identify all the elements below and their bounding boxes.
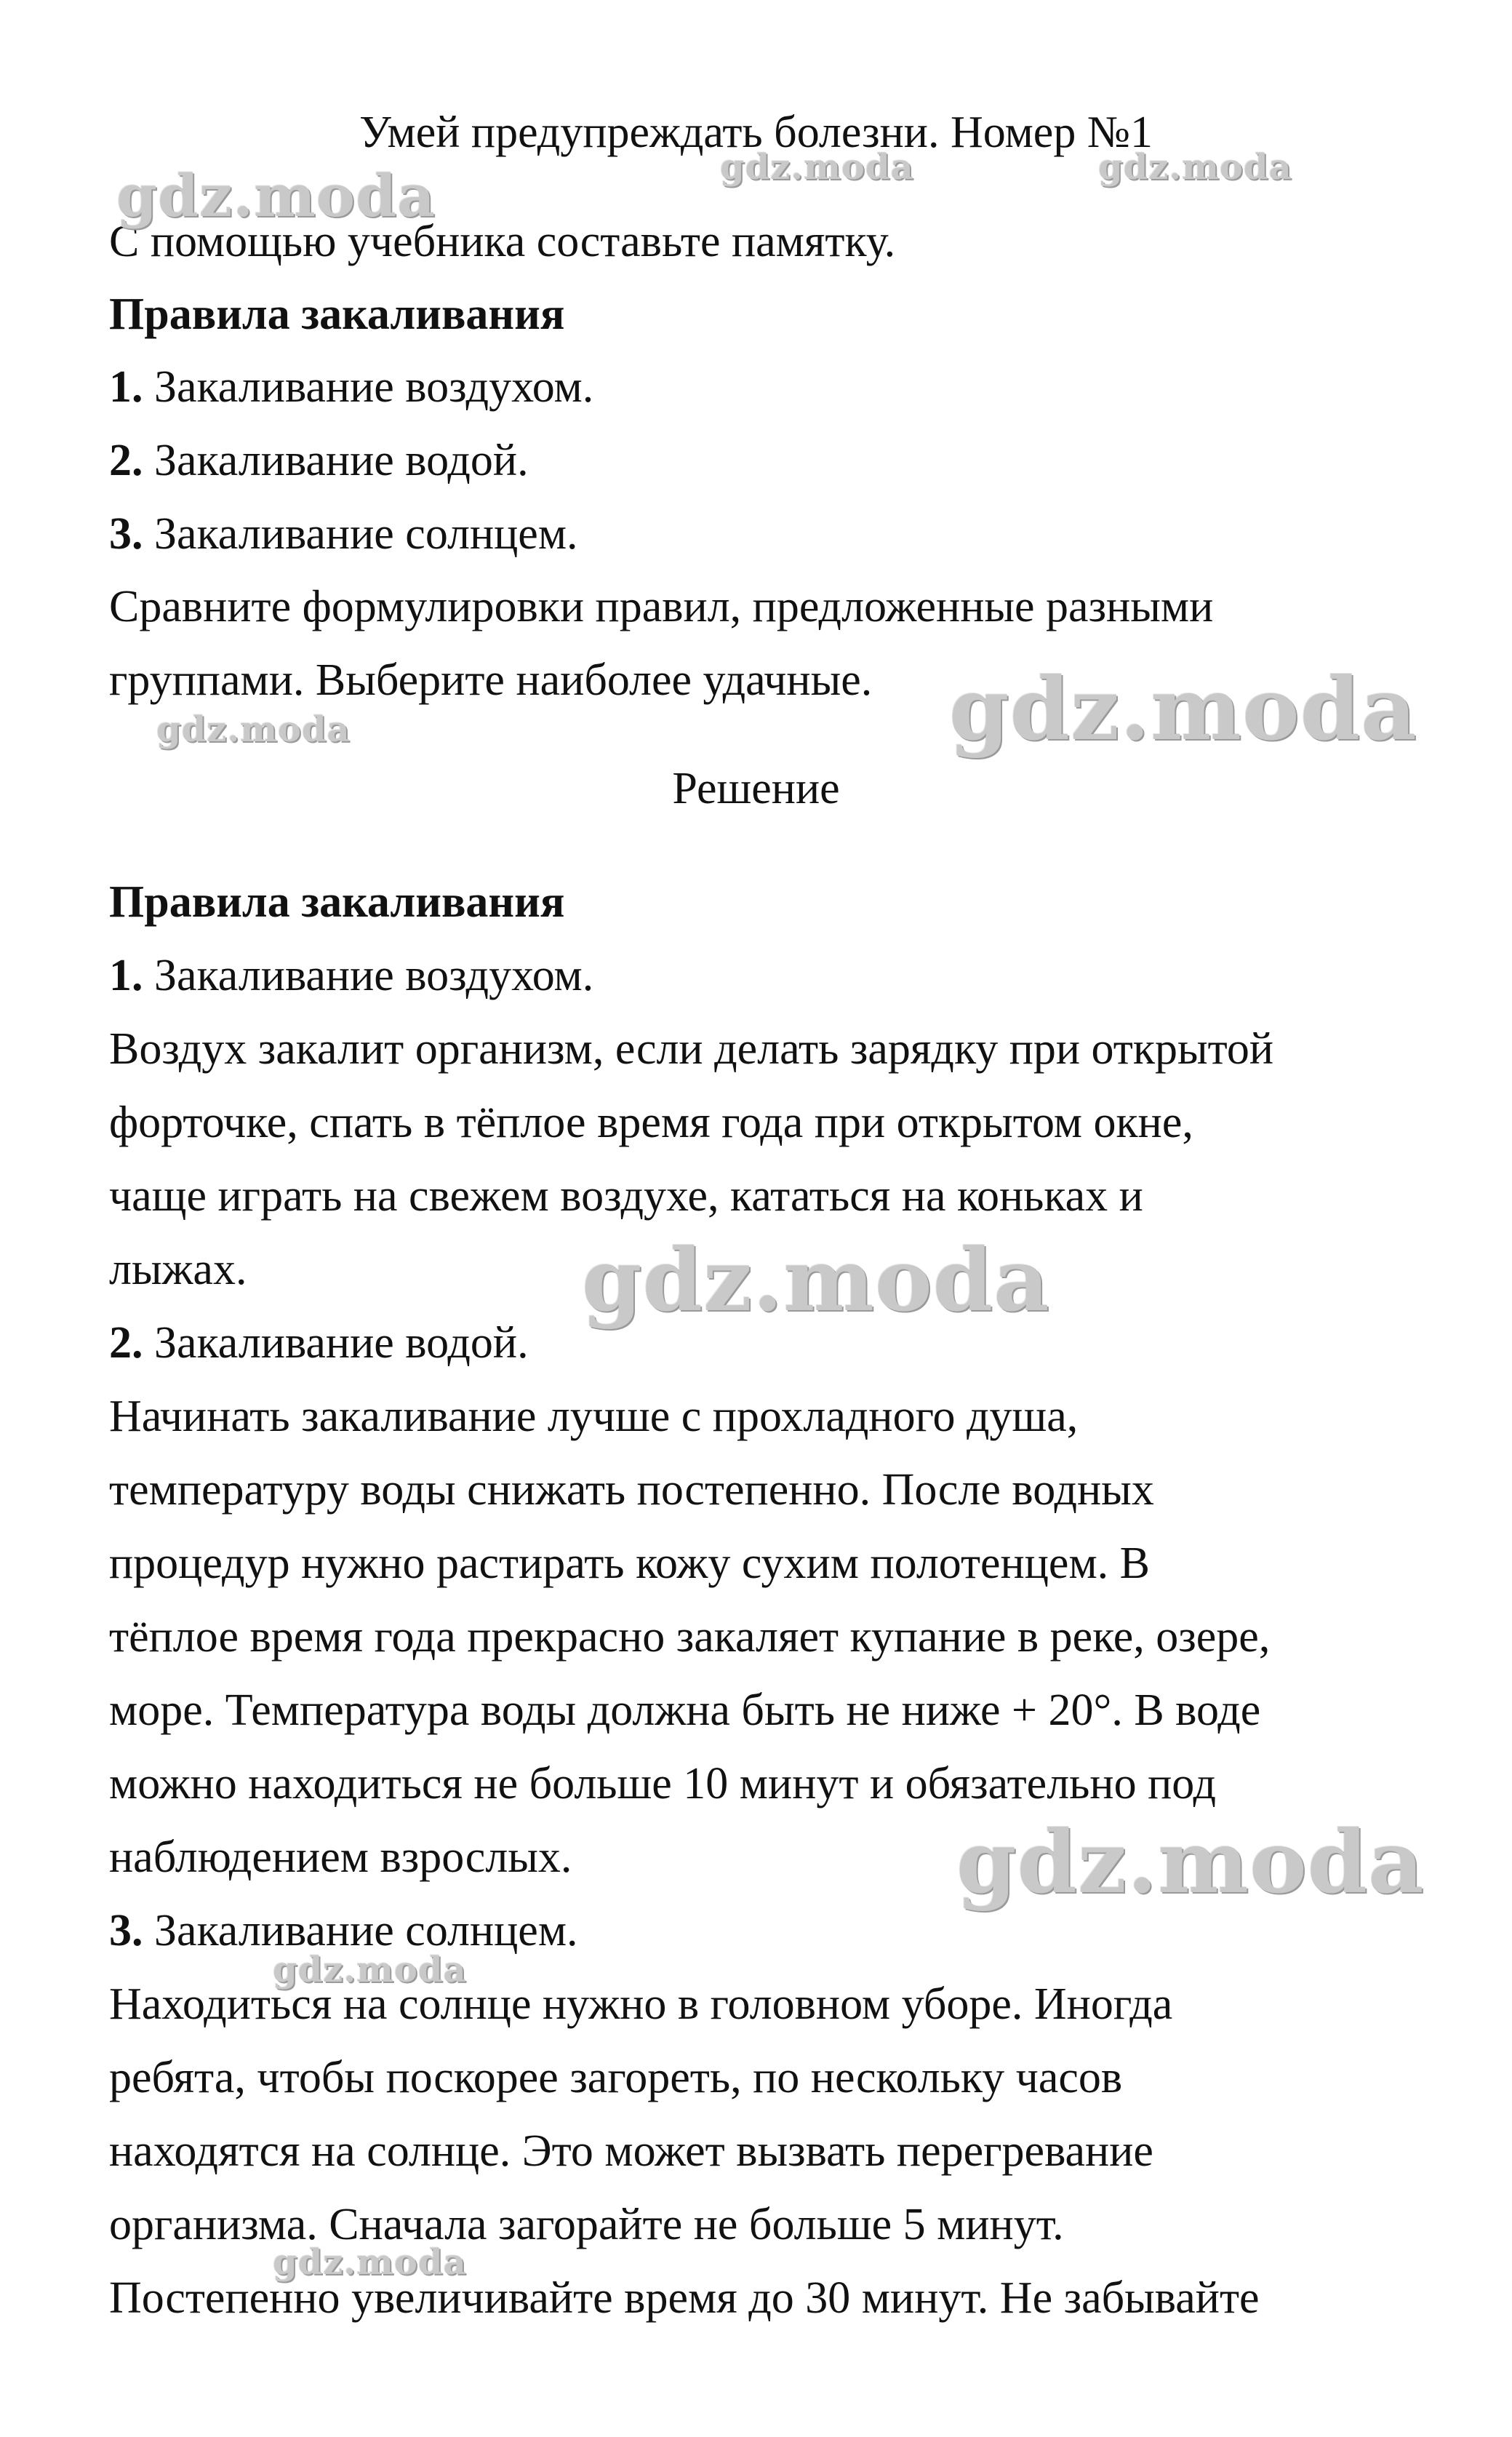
task-item-text: Закаливание водой.: [143, 436, 529, 485]
paragraph-line: процедур нужно растирать кожу сухим полотенцем. В: [109, 1539, 1151, 1588]
watermark-logo: gdz.moda: [273, 1950, 467, 1990]
paragraph-line: форточке, спать в тёплое время года при открытом окне,: [109, 1098, 1193, 1147]
paragraph-line: можно находиться не больше 10 минут и обязательно под: [109, 1759, 1217, 1808]
task-item: [109, 434, 529, 487]
paragraph-line: температуру воды снижать постепенно. После водных: [109, 1465, 1154, 1515]
paragraph-line: море. Температура воды должна быть не ниже + 20°. В воде: [109, 1686, 1261, 1735]
task-item-number: 1.: [109, 362, 143, 412]
page-title: Умей предупреждать болезни. Номер №1: [359, 108, 1153, 157]
watermark-logo: gdz.moda: [1098, 147, 1292, 188]
watermark-logo: gdz.moda: [156, 709, 351, 750]
section-number: 2.: [109, 1318, 143, 1368]
solution-section-title: [109, 1904, 578, 1957]
paragraph-line: чаще играть на свежем воздухе, кататься на коньках и: [109, 1171, 1143, 1221]
task-item-text: Закаливание солнцем.: [143, 509, 578, 559]
watermark-logo: gdz.moda: [116, 161, 436, 230]
task-instruction: С помощью учебника составьте памятку.: [109, 217, 896, 266]
paragraph-line: тёплое время года прекрасно закаляет купание в реке, озере,: [109, 1612, 1271, 1662]
watermark-logo: gdz.moda: [949, 658, 1417, 759]
paragraph-line: лыжах.: [109, 1245, 247, 1294]
section-title-text: Закаливание солнцем.: [143, 1906, 578, 1955]
watermark-logo: gdz.moda: [720, 147, 914, 188]
paragraph-line: Воздух закалит организм, если делать зарядку при открытой: [109, 1024, 1274, 1074]
section-number: 3.: [109, 1906, 143, 1955]
solution-heading: Правила закаливания: [109, 877, 565, 927]
section-title-text: Закаливание воздухом.: [143, 951, 594, 1000]
task-heading: Правила закаливания: [109, 290, 565, 339]
section-title-text: Закаливание водой.: [143, 1318, 529, 1368]
task-item-number: 2.: [109, 436, 143, 485]
paragraph-line: Начинать закаливание лучше с прохладного душа,: [109, 1392, 1079, 1441]
watermark-logo: gdz.moda: [582, 1229, 1050, 1331]
task-compare-line: Сравните формулировки правил, предложенные разными: [109, 582, 1214, 631]
watermark-logo: gdz.moda: [956, 1811, 1425, 1912]
task-item-number: 3.: [109, 509, 143, 559]
paragraph-line: наблюдением взрослых.: [109, 1832, 572, 1882]
section-number: 1.: [109, 951, 143, 1000]
paragraph-line: Постепенно увеличивайте время до 30 минут. Не забывайте: [109, 2273, 1260, 2323]
task-item: [109, 508, 578, 560]
task-item: [109, 361, 593, 413]
task-item-text: Закаливание воздухом.: [143, 362, 594, 412]
paragraph-line: организма. Сначала загорайте не больше 5 минут.: [109, 2200, 1064, 2249]
paragraph-line: Находиться на солнце нужно в головном уборе. Иногда: [109, 1979, 1173, 2029]
watermark-logo: gdz.moda: [273, 2242, 467, 2283]
paragraph-line: ребята, чтобы поскорее загореть, по нескольку часов: [109, 2053, 1123, 2102]
task-compare-line: группами. Выберите наиболее удачные.: [109, 655, 873, 705]
paragraph-line: находятся на солнце. Это может вызвать перегревание: [109, 2126, 1153, 2176]
solution-label: Решение: [672, 764, 840, 813]
solution-section-title: [109, 949, 593, 1002]
solution-section-title: [109, 1317, 529, 1369]
